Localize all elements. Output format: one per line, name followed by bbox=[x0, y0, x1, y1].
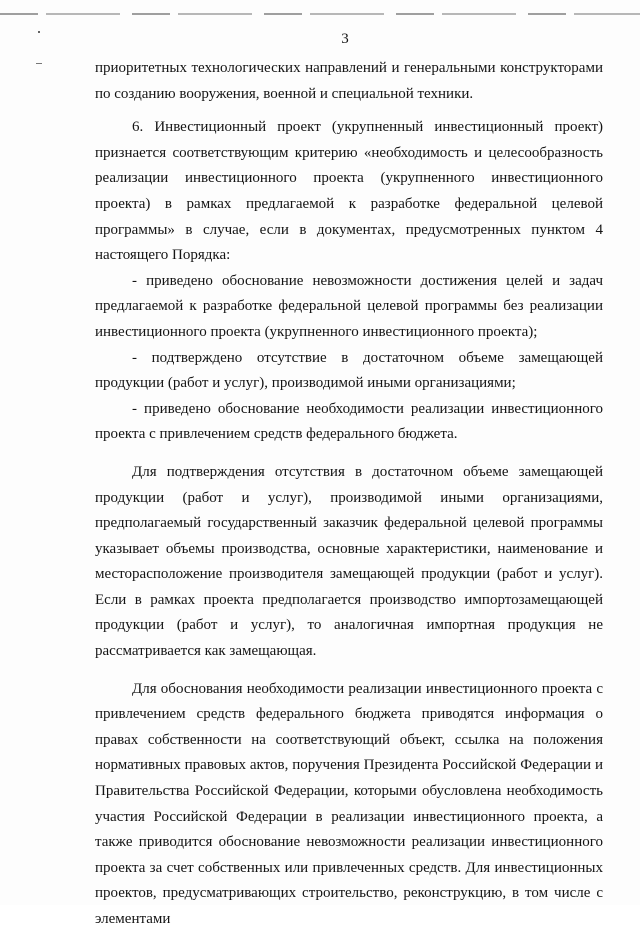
document-body bbox=[95, 56, 603, 933]
list-item: - подтверждено отсутствие в достаточном объеме замещающей продукции (работ и услуг), производимой иными организациями; bbox=[95, 349, 603, 392]
scan-speck bbox=[36, 63, 42, 64]
paragraph: 6. Инвестиционный проект (укрупненный инвестиционный проект) признается соответствующим критерию «необходимость и целесообразность реализации инвестиционного проекта (укрупненного инвестиционного проекта) в рамках предлагаемой к разработке федеральной целевой программы» в случае, если в документах, предусмотренных пунктом 4 настоящего Порядка: bbox=[95, 119, 603, 264]
page-number: 3 bbox=[341, 31, 349, 47]
scan-edge-line bbox=[0, 13, 640, 15]
paragraph: Для подтверждения отсутствия в достаточном объеме замещающей продукции (работ и услуг), производимой иными организациями, предполагаемый государственный заказчик федеральной целевой программы указывает объемы производства, основные характеристики, наименование и месторасположение производителя замещающей продукции (работ и услуг). Если в рамках проекта предполагается производство импортозамещающей продукции (работ и услуг), то аналогичная импортная продукция не рассматривается как замещающая. bbox=[95, 463, 603, 660]
paragraph: Для обоснования необходимости реализации инвестиционного проекта с привлечением средств федерального бюджета приводятся информация о правах собственности на соответствующий объект, ссылка на положения нормативных правовых актов, поручения Президента Российской Федерации и Правительства Российской Федерации, которыми обусловлена необходимость участия Российской Федерации в реализации инвестиционного проекта, а также приводится обоснование невозможности реализации инвестиционного проекта за счет собственных или привлеченных средств. Для инвестиционных проектов, предусматривающих строительство, реконструкцию, в том числе с элементами bbox=[95, 680, 603, 927]
list-item: - приведено обоснование невозможности достижения целей и задач предлагаемой к разработке федеральной целевой программы без реализации инвестиционного проекта (укрупненного инвестиционного проекта); bbox=[95, 272, 603, 340]
list-item: - приведено обоснование необходимости реализации инвестиционного проекта с привлечением средств федерального бюджета. bbox=[95, 400, 603, 443]
paragraph: приоритетных технологических направлений и генеральными конструкторами по созданию вооружения, военной и специальной техники. bbox=[95, 60, 603, 102]
